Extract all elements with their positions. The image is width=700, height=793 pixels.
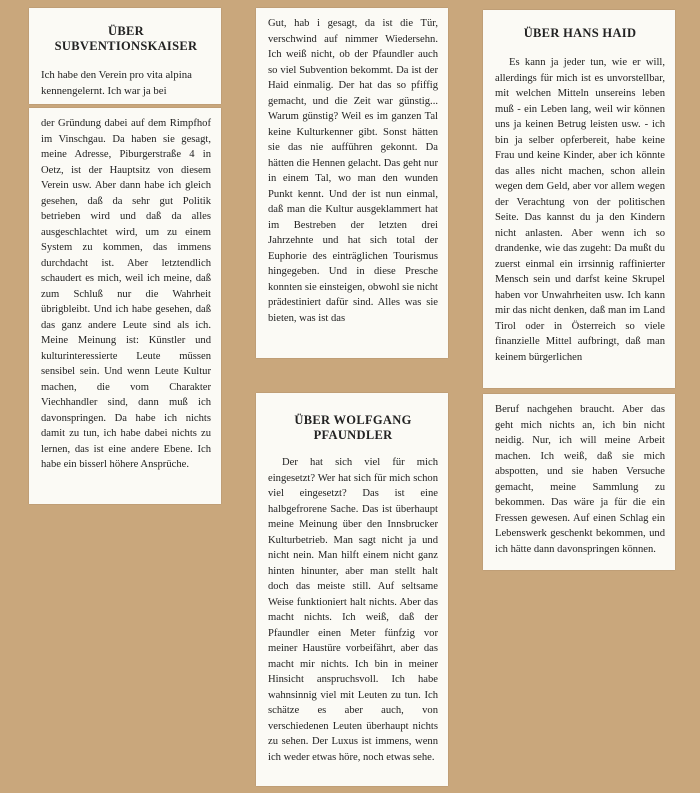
headline-pfaundler: ÜBER WOLFGANG PFAUNDLER bbox=[294, 413, 412, 442]
clipping-subventionskaiser-body bbox=[29, 108, 221, 504]
headline-subventionskaiser: ÜBER SUBVENTIONSKAISER bbox=[54, 24, 198, 53]
lead-paragraph: Ich habe den Verein pro vita alpina kennengelernt. Ich war ja bei bbox=[41, 69, 192, 97]
headline-haid: ÜBER HANS HAID bbox=[523, 26, 637, 40]
clipping-subventionskaiser-head bbox=[29, 8, 221, 104]
body-paragraph: Es kann ja jeder tun, wie er will, allerdings für mich ist es unvorstellbar, mit welchen Mitteln unsereins leben muß - ein Leben lang, weil wir können uns ja keinen Betrug leisten usw. - ich bin ja selber opferbereit, habe keine Frau und keine Kinder, aber ich könnte das alles nicht machen, schon allein wegen dem Geld, aber vor allem wegen der Verachtung von der politischen Seite. Das kannst du ja den Kindern nicht anlasten. Aber wenn ich so drandenke, wie das zugeht: Da mußt du zuerst einmal ein irrsinnig raffinierter Mensch sein und darfst keine Skrupel haben vor Unwahrheiten usw. Ich kann mir das nicht denken, daß man im Land Tirol oder in Österreich so viele finanzielle Mittel aufbringt, daß man keinem bürgerlichen bbox=[495, 57, 665, 363]
body-paragraph: Gut, hab i gesagt, da ist die Tür, verschwind auf nimmer Wiedersehn. Ich weiß nicht, ob der Pfaundler auch so viel Subvention bekommt. Da ist der Haid einmalig. Der hat das so pfiffig gemacht, und die Zeit war günstig... Warum günstig? Weil es im ganzen Tal keine Kulturkenner gibt. Sonst hätten sie das nie aufführen gekonnt. Da hätten die Hennen gelacht. Das geht nur in einem Tal, wo man den wunden Punkt kennt. Und der ist nun einmal, daß man die Kultur ausgeklammert hat im Bestreben der letzten drei Jahrzehnte und hat sich total der Euphorie des einträglichen Tourismus hingegeben. Und in diese Presche konnten sie einsteigen, obwohl sie nicht prädestiniert dafür sind. Alles was sie bieten, was ist das bbox=[268, 18, 438, 324]
body-paragraph: Beruf nachgehen braucht. Aber das geht mich nichts an, ich bin nicht neidig. Nur, ich will meine Arbeit machen. Ich weiß, daß sie mich abspotten, und sie haben Versuche gemacht, meine Sammlung zu bekommen. Das wäre ja für die ein Fressen gewesen. Auf einen Schlag ein Lebenswerk geschenkt bekommen, und ich hätte dann davonspringen können. bbox=[495, 404, 665, 555]
body-paragraph: der Gründung dabei auf dem Rimpfhof im Vinschgau. Da haben sie gesagt, meine Adresse, Piburgerstraße 4 in Oetz, ist der Hauptsitz von diesem Verein usw. Aber dann habe ich gleich gesehen, daß da sehr gut Politik betrieben wird und daß da alles ausgeschlachtet wird, um zu einem System zu kommen, das immens durchdacht ist. Aber letztendlich schaudert es mich, weil ich meine, daß zum Schluß nur die Wahrheit übrigbleibt. Und ich habe gesehen, daß das ganz andere Leute sind als ich. Meine Meinung ist: Künstler und kulturinteressierte Leute müssen sensibel sein. Und wenn Leute Kultur machen, die vom Charakter Viechhandler sind, dann muß ich davonspringen. Da habe ich nichts damit zu tun, ich habe dabei nichts zu lernen, das ist eine andere Ebene. Ich habe ein bisserl höhere Ansprüche. bbox=[41, 118, 211, 470]
clipping-haid bbox=[483, 10, 675, 388]
clipping-pfaundler bbox=[256, 393, 448, 786]
clipping-haid-continuation bbox=[483, 394, 675, 570]
clipping-middle-top bbox=[256, 8, 448, 358]
body-paragraph: Der hat sich viel für mich eingesetzt? Wer hat sich für mich schon viel eingesetzt? Das ist eine halbgefrorene Sache. Das ist überhaupt meine Meinung über den Innsbrucker Kulturbetrieb. Man sagt nicht ja und nicht nein. Man hilft einem nicht ganz hinten hinunter, aber man stellt halt doch das meiste still. Auf seltsame Weise funktioniert halt nichts. Aber das macht nichts. Ich weiß, daß der Pfaundler einen Meter fünfzig vor meiner Haustüre vorbeifährt, aber das macht mir nichts. Ich bin in meiner Hinsicht anspruchsvoll. Ich habe wahnsinnig viel mit Leuten zu tun. Ich schätze es aber auch, von verschiedenen Leuten überhaupt nichts zu sehen. Der Luxus ist immens, wenn ich weder etwas höre, noch etwas sehe. bbox=[268, 457, 438, 763]
